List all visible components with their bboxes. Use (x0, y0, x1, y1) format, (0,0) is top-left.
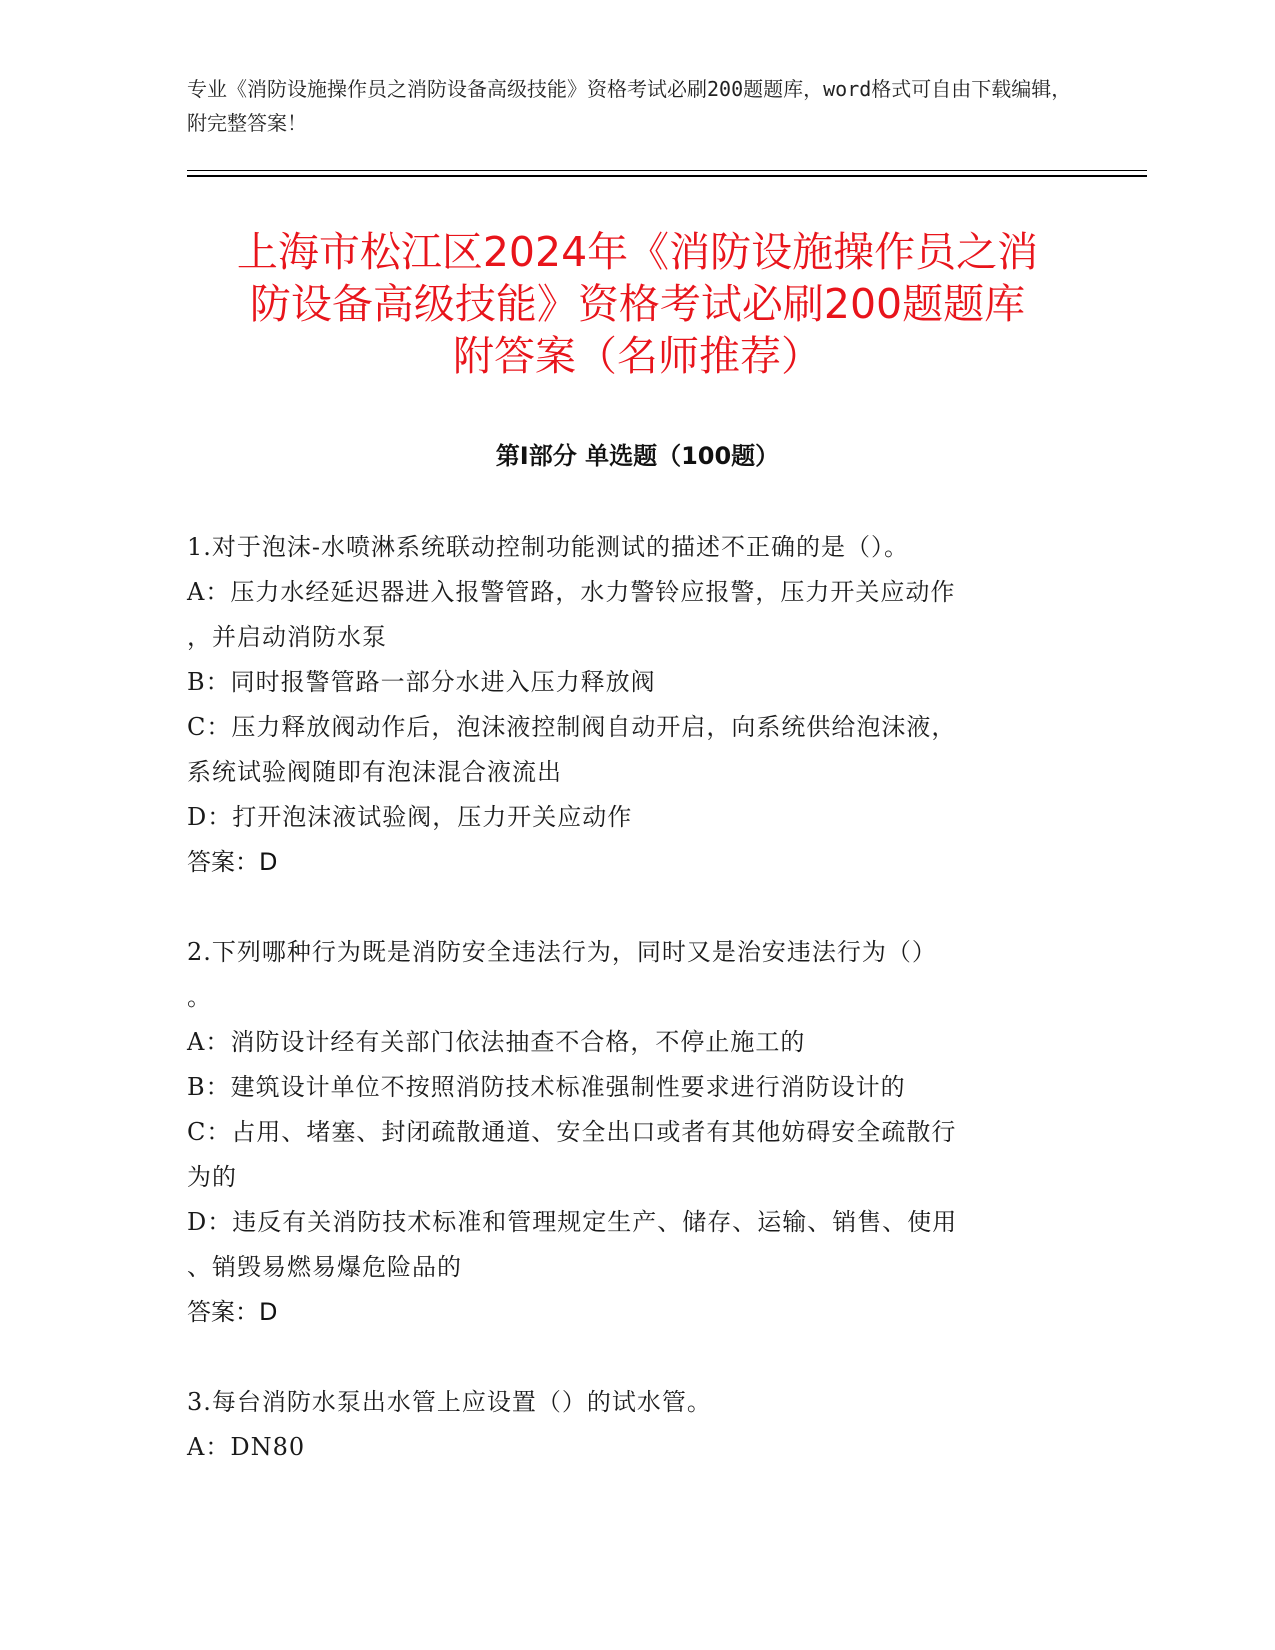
answer-label: 答案：D (187, 1298, 278, 1326)
answer-label: 答案：D (187, 848, 278, 876)
option-d: D：违反有关消防技术标准和管理规定生产、储存、运输、销售、使用 (187, 1208, 958, 1236)
document-title (150, 226, 1125, 382)
option-a: A：消防设计经有关部门依法抽查不合格，不停止施工的 (187, 1028, 806, 1056)
option-c: C：压力释放阀动作后，泡沫液控制阀自动开启，向系统供给泡沫液， (187, 713, 957, 741)
option-b: B：建筑设计单位不按照消防技术标准强制性要求进行消防设计的 (187, 1073, 906, 1101)
option-d: D：打开泡沫液试验阀，压力开关应动作 (187, 803, 633, 831)
question-2 (187, 930, 1077, 1335)
question-stem: 1.对于泡沫-水喷淋系统联动控制功能测试的描述不正确的是（）。 (187, 533, 910, 561)
question-3 (187, 1380, 1077, 1470)
question-stem: 3.每台消防水泵出水管上应设置（）的试水管。 (187, 1388, 712, 1416)
header-rule-thin (187, 170, 1147, 171)
option-d-continued: 、销毁易燃易爆危险品的 (187, 1253, 462, 1281)
header-rule-thick (187, 175, 1147, 177)
title-line: 上海市松江区2024年《消防设施操作员之消 (236, 228, 1039, 276)
option-b: B：同时报警管路一部分水进入压力释放阀 (187, 668, 656, 696)
question-1 (187, 525, 1077, 885)
question-stem: 2.下列哪种行为既是消防安全违法行为，同时又是治安违法行为（） (187, 938, 937, 966)
question-stem-continued: 。 (187, 983, 212, 1011)
title-line: 防设备高级技能》资格考试必刷200题题库 (249, 280, 1026, 328)
option-c-continued: 为的 (187, 1163, 237, 1191)
option-a: A：DN80 (187, 1433, 306, 1461)
question-list (187, 525, 1077, 1515)
option-a: A：压力水经延迟器进入报警管路，水力警铃应报警，压力开关应动作 (187, 578, 956, 606)
section-heading: 第I部分 单选题（100题） (495, 442, 780, 470)
title-line: 附答案（名师推荐） (453, 332, 822, 380)
option-a-continued: ，并启动消防水泵 (187, 623, 387, 651)
intro-text: 专业《消防设施操作员之消防设备高级技能》资格考试必刷200题题库，word格式可自由下载编辑，附完整答案！ (187, 77, 1072, 135)
option-c: C：占用、堵塞、封闭疏散通道、安全出口或者有其他妨碍安全疏散行 (187, 1118, 957, 1146)
option-c-continued: 系统试验阀随即有泡沫混合液流出 (187, 758, 562, 786)
